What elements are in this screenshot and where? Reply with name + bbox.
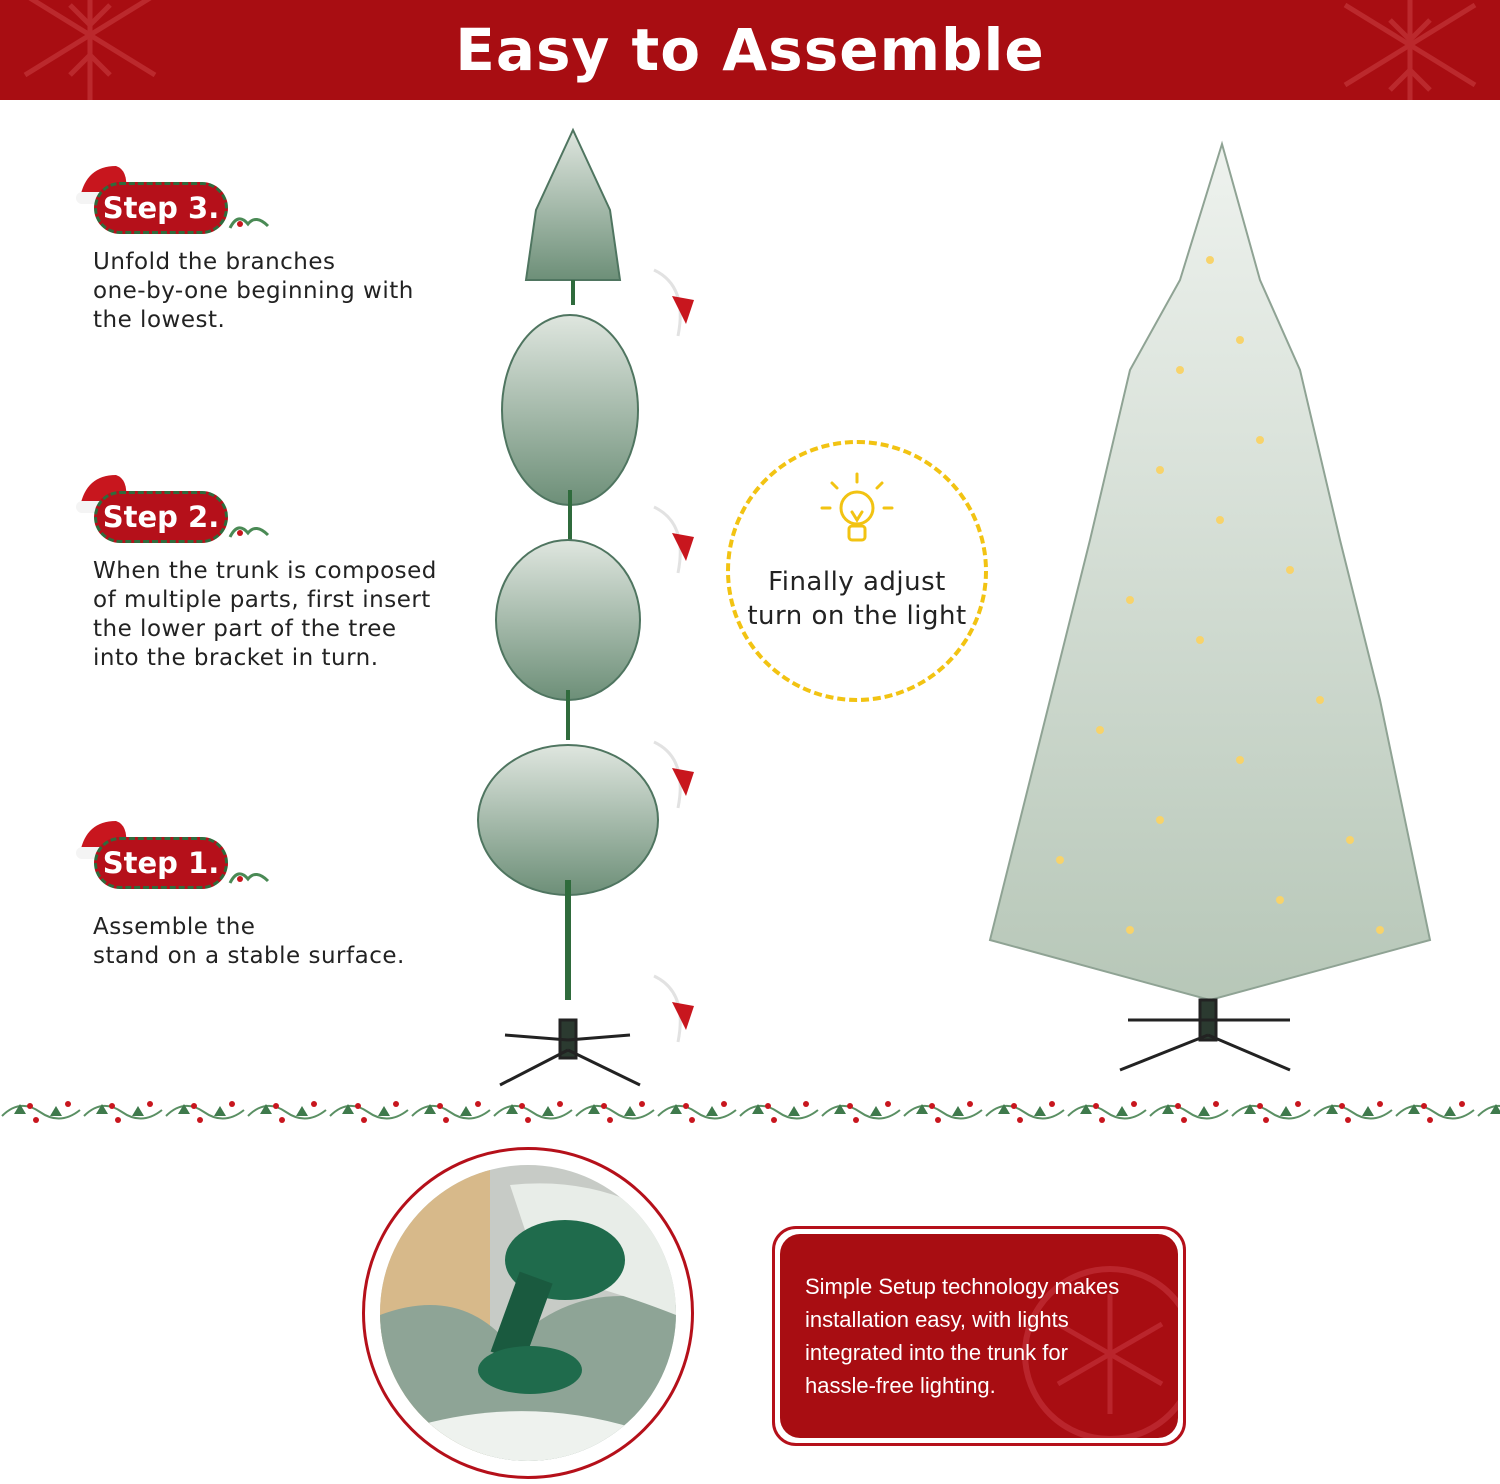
curved-arrow-icon — [650, 738, 700, 818]
step-label: Step 2. — [94, 491, 228, 543]
trunk-connector-photo — [380, 1165, 676, 1461]
step-label: Step 3. — [94, 182, 228, 234]
step-description: When the trunk is composed of multiple parts, first insert the lower part of the tree into the bracket in turn. — [93, 558, 437, 671]
holly-icon — [226, 517, 272, 545]
curved-arrow-icon — [650, 503, 700, 583]
lightbulb-icon — [812, 468, 902, 558]
tree-top-section — [526, 130, 620, 305]
step-label: Step 1. — [94, 837, 228, 889]
step-2 — [76, 469, 456, 679]
step-description: Assemble the stand on a stable surface. — [93, 914, 405, 969]
header-banner — [0, 0, 1500, 100]
tree-lower-section — [496, 540, 640, 740]
curved-arrow-icon — [650, 266, 700, 346]
step-3 — [76, 160, 456, 340]
holly-icon — [226, 208, 272, 236]
tree-upper-section — [502, 315, 638, 540]
holly-icon — [226, 863, 272, 891]
step-1 — [76, 815, 456, 975]
tree-stand — [1120, 1000, 1290, 1070]
page-title: Easy to Assemble — [455, 16, 1045, 84]
info-box-text: Simple Setup technology makes installation easy, with lights integrated into the trunk for hassle-free lighting. — [805, 1274, 1120, 1398]
tree-bottom-section — [478, 745, 658, 1000]
tree-stand — [500, 1020, 640, 1085]
light-callout-text: Finally adjust turn on the light — [747, 567, 967, 631]
assembled-tree-illustration — [960, 140, 1460, 1080]
curved-arrow-icon — [650, 972, 700, 1052]
holly-garland-divider — [0, 1092, 1500, 1132]
step-description: Unfold the branches one-by-one beginning with the lowest. — [93, 249, 414, 333]
